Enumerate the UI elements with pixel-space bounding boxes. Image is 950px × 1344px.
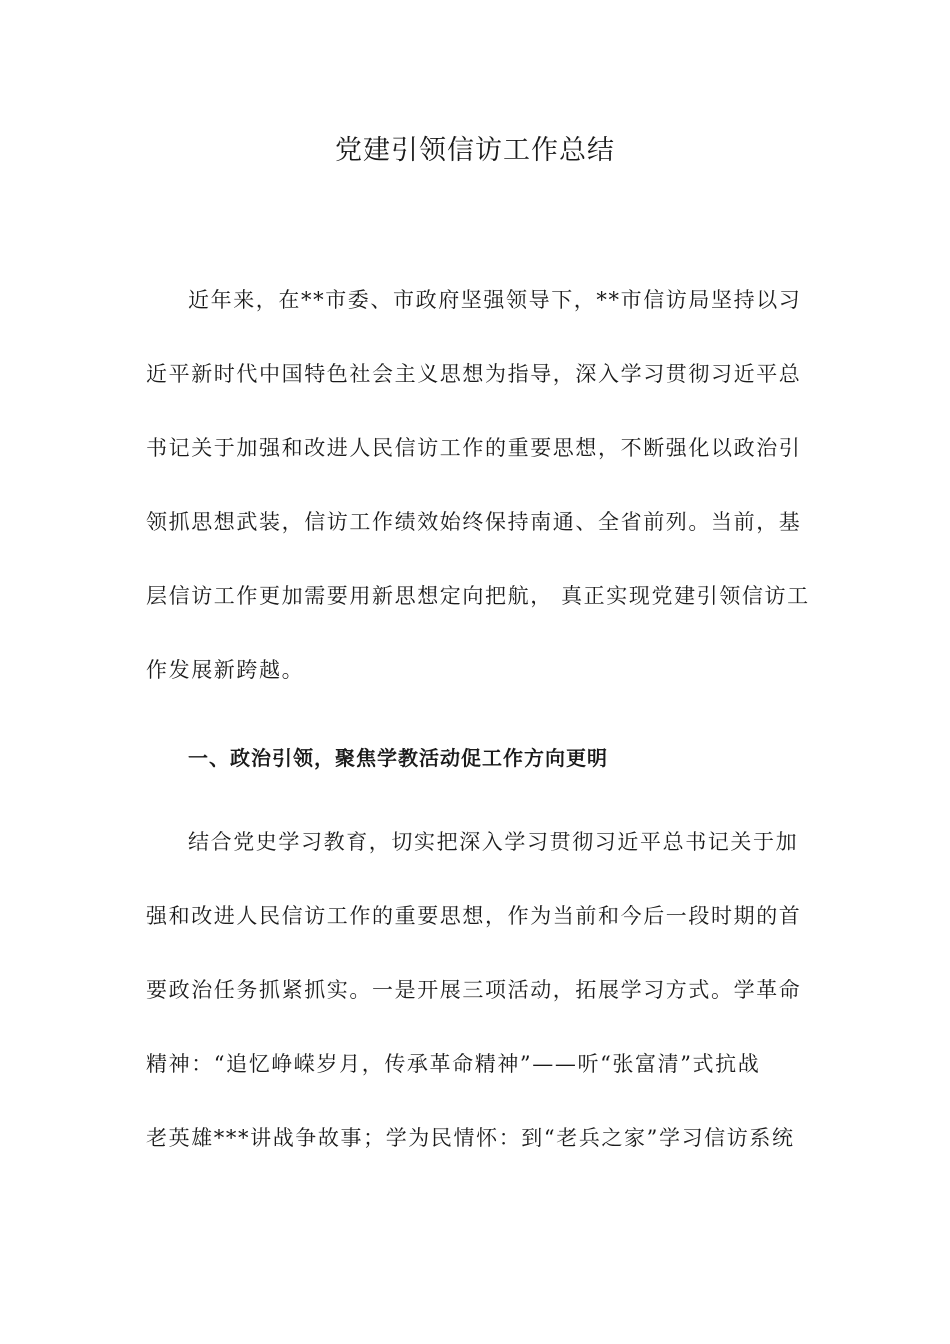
- paragraph-line: 精神：“追忆峥嵘岁月，传承革命精神”——听“张富清”式抗战: [146, 1052, 761, 1076]
- paragraph-section-1: [146, 805, 806, 1175]
- paragraph-line: 强和改进人民信访工作的重要思想，作为当前和今后一段时期的首: [146, 904, 802, 928]
- paragraph-line: 近年来，在**市委、市政府坚强领导下，**市信访局坚持以习: [188, 288, 802, 312]
- paragraph-line: 近平新时代中国特色社会主义思想为指导，深入学习贯彻习近平总: [146, 362, 802, 386]
- section-heading: [146, 721, 806, 795]
- paragraph-line: 书记关于加强和改进人民信访工作的重要思想，不断强化以政治引: [146, 436, 802, 460]
- paragraph-line: 要政治任务抓紧抓实。一是开展三项活动，拓展学习方式。学革命: [146, 978, 802, 1002]
- paragraph-line: 老英雄***讲战争故事；学为民情怀：到“老兵之家”学习信访系统: [146, 1126, 795, 1150]
- paragraph-line: 层信访工作更加需要用新思想定向把航， 真正实现党建引领信访工: [146, 584, 810, 608]
- paragraph-intro: [146, 263, 810, 707]
- paragraph-line: 结合党史学习教育，切实把深入学习贯彻习近平总书记关于加: [188, 830, 799, 854]
- paragraph-line: 领抓思想武装，信访工作绩效始终保持南通、全省前列。当前，基: [146, 510, 802, 534]
- paragraph-line: 作发展新跨越。: [146, 658, 305, 682]
- section-heading-text: 一、政治引领，聚焦学教活动促工作方向更明: [188, 746, 608, 770]
- document-title: 党建引领信访工作总结: [335, 135, 615, 166]
